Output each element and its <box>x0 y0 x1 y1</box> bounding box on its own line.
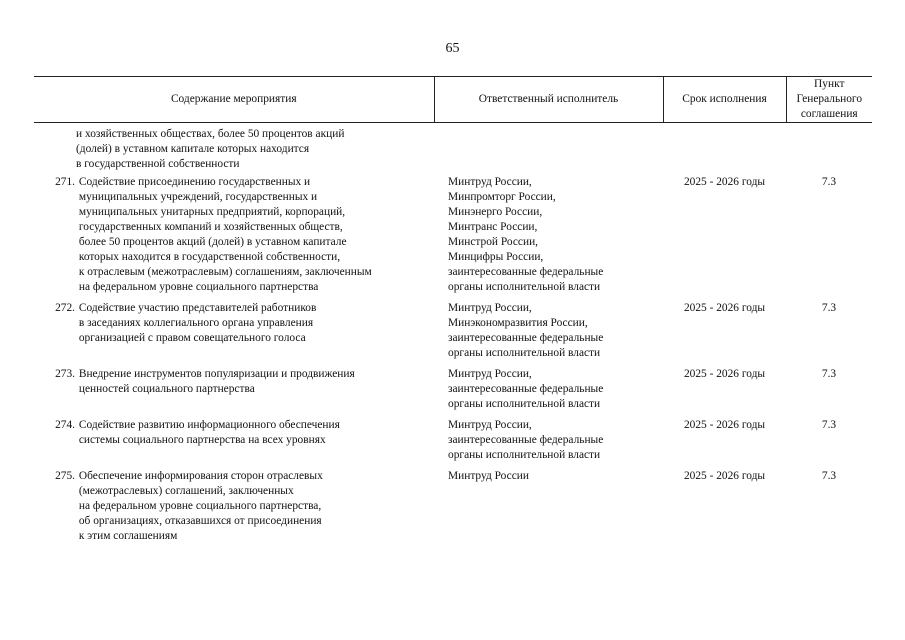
row-deadline: 2025 - 2026 годы <box>683 419 766 431</box>
row-number: 275. <box>55 470 75 482</box>
row-content: Содействие развитию информационного обеспечения системы социального партнерства на всех уровнях <box>78 419 340 446</box>
row-deadline: 2025 - 2026 годы <box>683 470 766 482</box>
header-content: Содержание мероприятия <box>34 77 434 123</box>
row-deadline: 2025 - 2026 годы <box>683 368 766 380</box>
table-row <box>34 175 872 301</box>
row-number: 272. <box>55 302 75 314</box>
row-number: 273. <box>55 368 75 380</box>
header-deadline: Срок исполнения <box>663 77 786 123</box>
table-row <box>34 469 872 550</box>
table-row <box>34 367 872 418</box>
row-executor: Минтруд России, заинтересованные федеральные органы исполнительной власти <box>448 368 604 410</box>
header-executor: Ответственный исполнитель <box>434 77 663 123</box>
row-executor: Минтруд России, заинтересованные федеральные органы исполнительной власти <box>448 419 604 461</box>
row-point: 7.3 <box>821 302 837 314</box>
row-content: Обеспечение информирования сторон отраслевых (межотраслевых) соглашений, заключенных на федеральном уровне социального партнерства, об организациях, отказавшихся от присоединения к этим соглашениям <box>78 470 323 542</box>
row-number: 271. <box>55 176 75 188</box>
row-point: 7.3 <box>821 368 837 380</box>
header-agreement-point: Пункт Генерального соглашения <box>786 77 872 123</box>
table-row <box>34 301 872 367</box>
row-executor: Минтруд России, Минпромторг России, Минэнерго России, Минтранс России, Минстрой России, Минцифры России, заинтересованные федеральные органы исполнительной власти <box>448 176 604 293</box>
continuation-text: и хозяйственных обществах, более 50 процентов акций (долей) в уставном капитале которых находится в государственной собственности <box>76 128 345 170</box>
row-content: Содействие присоединению государственных и муниципальных учреждений, государственных и муниципальных унитарных предприятий, корпораций, государственных компаний и хозяйственных обществ, более 50 процентов акций (долей) в уставном капитале которых находится в государственной собственности, к отраслевым (межотраслевым) соглашениям, заключенным на федеральном уровне социального партнерства <box>78 176 372 293</box>
row-point: 7.3 <box>821 419 837 431</box>
row-executor: Минтруд России <box>448 470 529 482</box>
row-content: Внедрение инструментов популяризации и продвижения ценностей социального партнерства <box>78 368 355 395</box>
continuation-row <box>34 123 872 176</box>
continuation-cell <box>34 123 434 176</box>
table-header-row <box>34 77 872 123</box>
row-number: 274. <box>55 419 75 431</box>
row-point: 7.3 <box>821 176 837 188</box>
page-number: 65 <box>445 41 460 56</box>
row-content: Содействие участию представителей работников в заседаниях коллегиального органа управления организацией с правом совещательного голоса <box>78 302 317 344</box>
table-row <box>34 418 872 469</box>
row-executor: Минтруд России, Минэкономразвития России, заинтересованные федеральные органы исполнительной власти <box>448 302 604 359</box>
row-deadline: 2025 - 2026 годы <box>683 302 766 314</box>
measures-table <box>34 76 872 550</box>
row-point: 7.3 <box>821 470 837 482</box>
row-deadline: 2025 - 2026 годы <box>683 176 766 188</box>
